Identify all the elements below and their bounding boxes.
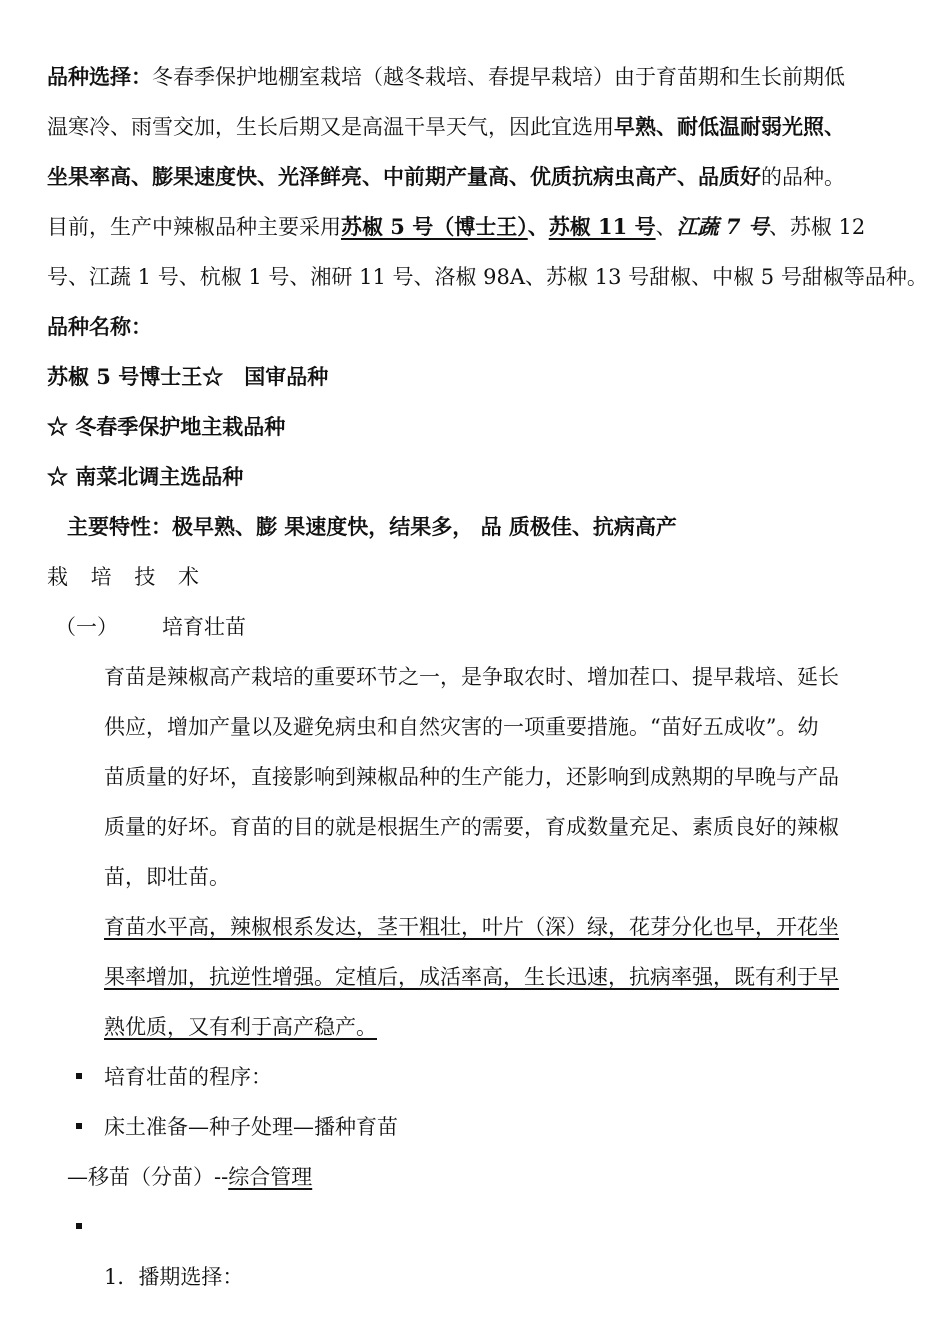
variety-name-label: 品种名称： — [47, 314, 152, 339]
intro-emphasis: 坐果率高、膨果速度快、光泽鲜亮、中前期产量高、优质抗病虫高产、品质好 — [47, 164, 761, 189]
variety-title: 苏椒 5 号博士王☆ 国审品种 — [47, 364, 329, 389]
paragraph-line: 苗，即壮苗。 — [104, 865, 230, 889]
intro-text: 号、江蔬 1 号、杭椒 1 号、湘研 11 号、洛椒 98A、苏椒 13 号甜椒、中椒 5 号甜椒等品种。 — [47, 265, 928, 289]
variety-star-item-1: ☆ 冬春季保护地主栽品种 — [47, 414, 286, 439]
subsection-title: 培育壮苗 — [162, 615, 246, 639]
intro-text: 温寒冷、雨雪交加，生长后期又是高温干旱天气，因此宜选用 — [47, 115, 614, 139]
variety-selection-label: 品种选择： — [47, 64, 152, 89]
section-heading: 栽 培 技 术 — [47, 565, 208, 589]
intro-line-2 — [47, 102, 904, 152]
underlined-text: 果率增加，抗逆性增强。定植后，成活率高，生长迅速，抗病率强，既有利于早 — [104, 965, 839, 989]
intro-text: 的品种。 — [761, 165, 845, 189]
subsection-heading — [47, 602, 904, 652]
bullet-item-procedure — [47, 1052, 904, 1102]
separator: 、 — [527, 214, 549, 239]
intro-line-1 — [47, 52, 904, 102]
paragraph-line — [47, 1002, 904, 1052]
step-1-sowing-date: 1．播期选择： — [104, 1265, 244, 1289]
variety-traits: 主要特性：极早熟、膨 果速度快，结果多， 品 质极佳、抗病高产 — [67, 514, 677, 539]
paragraph-line — [47, 952, 904, 1002]
intro-emphasis: 早熟、耐低温耐弱光照、 — [614, 114, 845, 139]
variety-star-item-2: ☆ 南菜北调主选品种 — [47, 464, 244, 489]
variety-link-sujiao11: 苏椒 11 号 — [548, 214, 656, 239]
square-bullet-icon — [76, 1223, 82, 1229]
intro-line-4 — [47, 202, 904, 252]
paragraph-line: 质量的好坏。育苗的目的就是根据生产的需要，育成数量充足、素质良好的辣椒 — [104, 815, 839, 839]
bullet-item-empty — [47, 1202, 904, 1252]
underlined-text: 熟优质，又有利于高产稳产。 — [104, 1015, 377, 1039]
bullet-text: 培育壮苗的程序： — [104, 1065, 272, 1089]
paragraph-seedling-intro — [47, 652, 904, 902]
intro-line-5 — [47, 252, 928, 302]
bullet-text: 床土准备—种子处理—播种育苗 — [104, 1115, 398, 1139]
square-bullet-icon — [76, 1123, 82, 1129]
underlined-text: 育苗水平高，辣椒根系发达，茎干粗壮，叶片（深）绿，花芽分化也早，开花坐 — [104, 915, 839, 939]
separator: 、 — [655, 215, 677, 239]
variety-jiangshu7: 江蔬 7 号 — [676, 214, 769, 239]
bullet-item-steps — [47, 1102, 904, 1152]
intro-text: 冬春季保护地棚室栽培（越冬栽培、春提早栽培）由于育苗期和生长前期低 — [152, 65, 845, 89]
square-bullet-icon — [76, 1073, 82, 1079]
paragraph-line: 苗质量的好坏，直接影响到辣椒品种的生产能力，还影响到成熟期的早晚与产品 — [104, 765, 839, 789]
steps-continuation — [47, 1152, 904, 1202]
subsection-number: （一） — [55, 615, 118, 639]
paragraph-line — [47, 902, 904, 952]
variety-link-sujiao5: 苏椒 5 号（博士王） — [341, 214, 528, 239]
intro-line-3 — [47, 152, 904, 202]
paragraph-line: 供应，增加产量以及避免病虫和自然灾害的一项重要措施。“苗好五成收”。幼 — [104, 715, 819, 739]
paragraph-line: 育苗是辣椒高产栽培的重要环节之一，是争取农时、增加茬口、提早栽培、延长 — [104, 665, 839, 689]
paragraph-seedling-benefits — [47, 902, 904, 1052]
intro-text: 、苏椒 12 — [768, 215, 866, 239]
steps-text: —移苗（分苗）-- — [67, 1165, 229, 1189]
comprehensive-management-link: 综合管理 — [228, 1165, 313, 1189]
intro-text: 目前，生产中辣椒品种主要采用 — [47, 215, 341, 239]
